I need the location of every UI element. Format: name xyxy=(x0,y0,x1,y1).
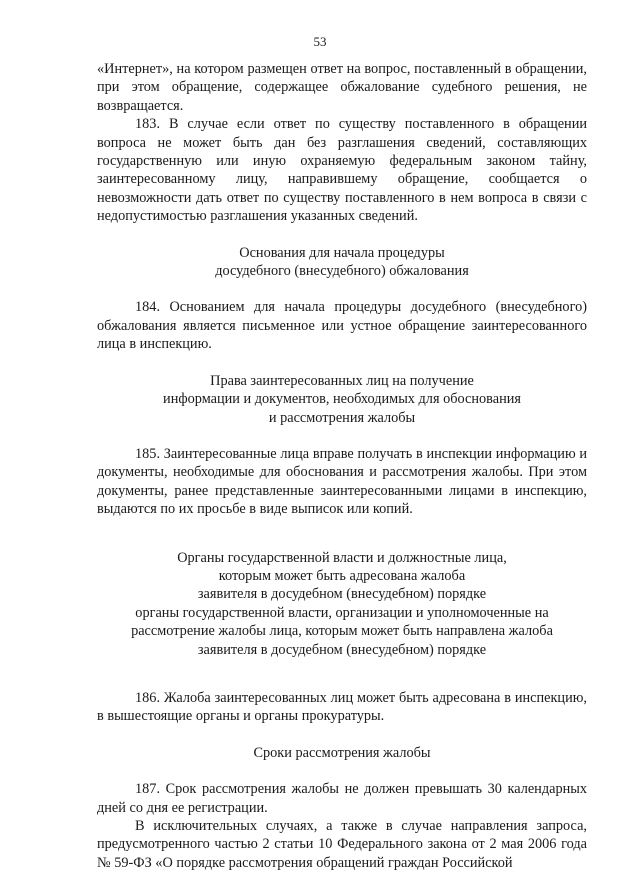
heading-line: рассмотрение жалобы лица, которым может быть направлена жалоба xyxy=(131,623,553,640)
heading-line: информации и документов, необходимых для обоснования xyxy=(163,391,521,408)
paragraph-187-exceptions: В исключительных случаях, а также в случае направления запроса, предусмотренного частью 2 статьи 10 Федерального закона от 2 мая 2006 года № 59-ФЗ «О порядке рассмотрения обращений граждан Российской xyxy=(97,818,587,871)
paragraph-187: 187. Срок рассмотрения жалобы не должен превышать 30 календарных дней со дня ее регистрации. xyxy=(97,781,587,816)
section-heading-terms xyxy=(97,744,587,762)
heading-line: которым может быть адресована жалоба xyxy=(218,567,466,584)
heading-line: Органы государственной власти и должностные лица, xyxy=(177,549,507,566)
heading-line: органы государственной власти, организации и уполномоченные на xyxy=(135,604,549,621)
heading-line: Сроки рассмотрения жалобы xyxy=(253,744,431,761)
heading-line: Права заинтересованных лиц на получение xyxy=(210,372,474,389)
heading-line: заявителя в досудебном (внесудебном) порядке xyxy=(197,586,487,603)
page-number: 53 xyxy=(313,34,327,49)
paragraph-intro: «Интернет», на котором размещен ответ на вопрос, поставленный в обращении, при этом обращение, содержащее обжалование судебного решения, не возвращается. xyxy=(97,61,587,114)
paragraph-185: 185. Заинтересованные лица вправе получать в инспекции информацию и документы, необходимые для обоснования и рассмотрения жалобы. При этом документы, ранее представленные заинтересованными лицами в инспекцию, выдаются по их просьбе в виде выписок или копий. xyxy=(97,445,587,518)
paragraph-186: 186. Жалоба заинтересованных лиц может быть адресована в инспекцию, в вышестоящие органы и органы прокуратуры. xyxy=(97,689,587,725)
heading-line: и рассмотрения жалобы xyxy=(268,409,416,426)
document-body xyxy=(97,60,587,872)
paragraph-183: 183. В случае если ответ по существу поставленного в обращении вопроса не может быть дан без разглашения сведений, составляющих государственную или иную охраняемую федеральным законом тайну, заинтересованному лицу, направившему обращение, сообщается о невозможности дать ответ по существу поставленного в нем вопроса в связи с недопустимостью разглашения указанных сведений. xyxy=(97,116,587,225)
paragraph-184: 184. Основанием для начала процедуры досудебного (внесудебного) обжалования является письменное или устное обращение заинтересованного лица в инспекцию. xyxy=(97,299,587,353)
heading-line: Основания для начала процедуры xyxy=(239,244,445,261)
section-heading-authorities xyxy=(97,549,587,659)
section-heading-rights xyxy=(97,372,587,427)
heading-line: заявителя в досудебном (внесудебном) порядке xyxy=(197,641,487,658)
section-heading-grounds xyxy=(97,244,587,281)
heading-line: досудебного (внесудебного) обжалования xyxy=(215,263,469,280)
